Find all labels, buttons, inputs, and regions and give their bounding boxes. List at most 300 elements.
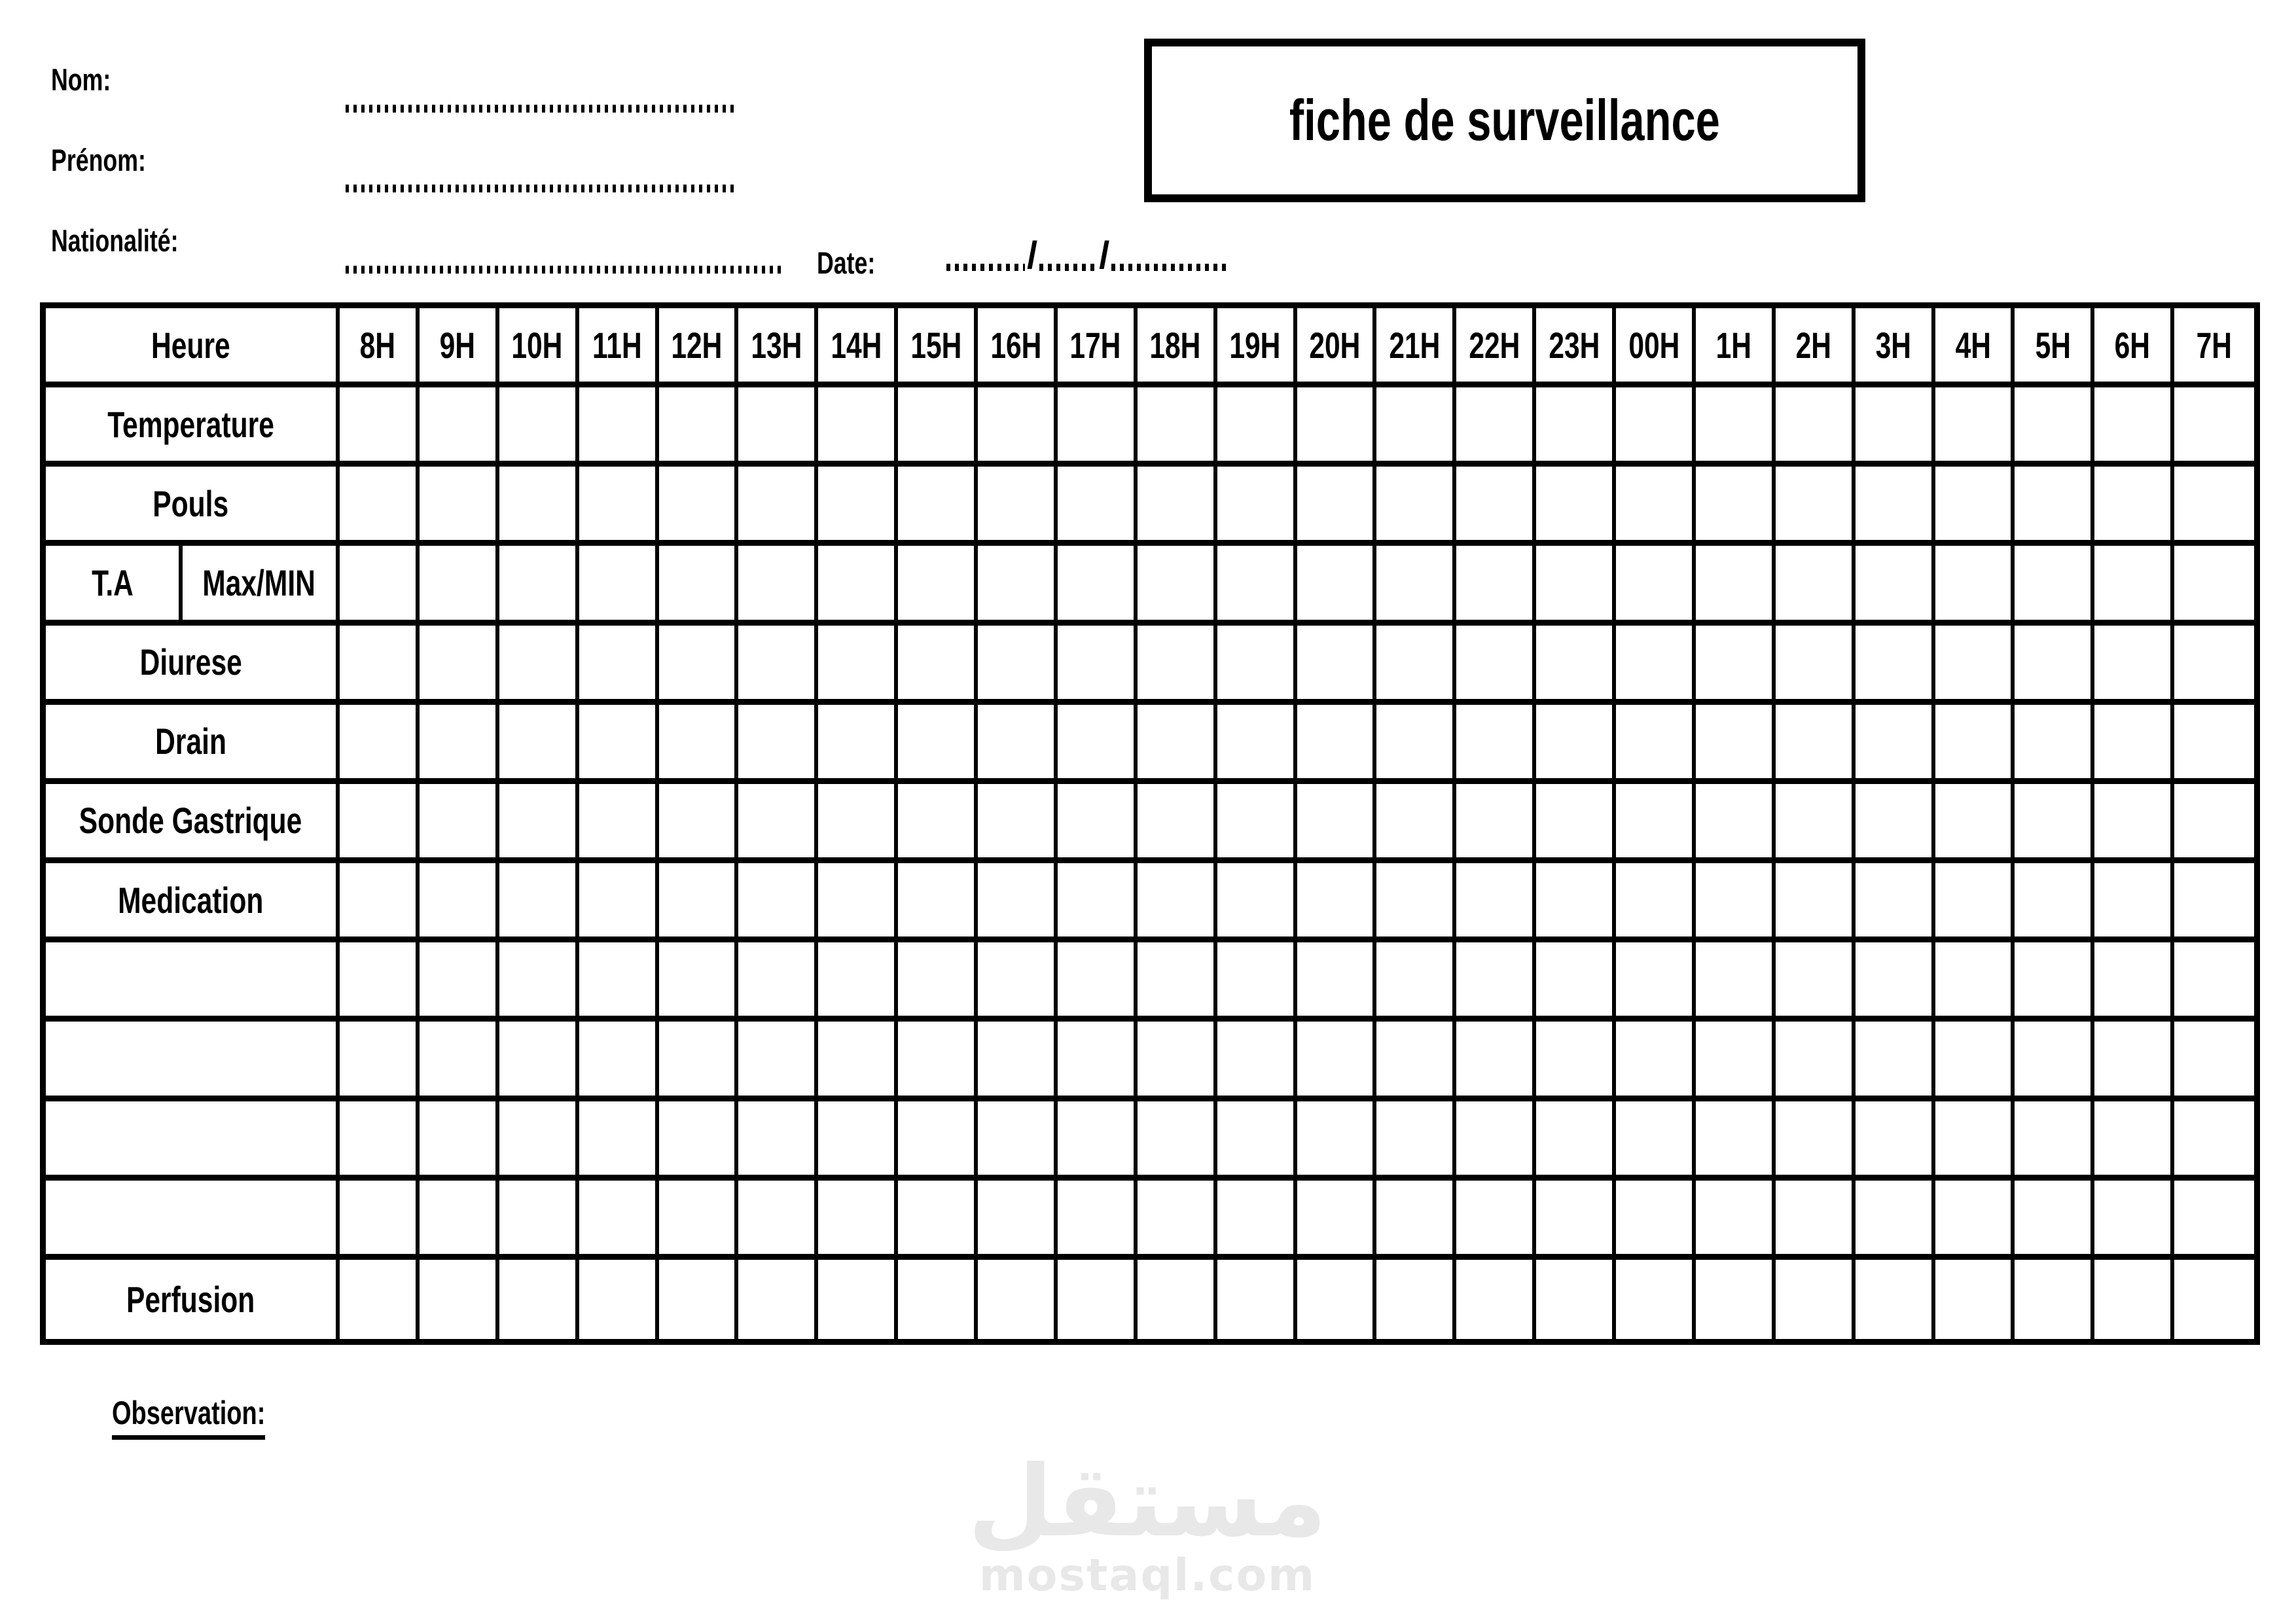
table-cell[interactable] xyxy=(2174,1022,2254,1095)
table-cell[interactable] xyxy=(1297,1260,1377,1339)
table-cell[interactable] xyxy=(1616,1181,1696,1254)
table-cell[interactable] xyxy=(659,863,739,936)
table-cell[interactable] xyxy=(978,1260,1058,1339)
table-cell[interactable] xyxy=(1376,626,1456,699)
table-cell[interactable] xyxy=(2174,942,2254,1016)
table-cell[interactable] xyxy=(2174,387,2254,461)
table-cell[interactable] xyxy=(818,863,898,936)
table-cell[interactable] xyxy=(2094,1101,2174,1175)
table-cell[interactable] xyxy=(1856,705,1935,778)
table-cell[interactable] xyxy=(659,1260,739,1339)
table-cell[interactable] xyxy=(1696,942,1776,1016)
table-cell[interactable] xyxy=(1217,1181,1297,1254)
prenom-field-line[interactable] xyxy=(346,185,734,192)
table-cell[interactable] xyxy=(1138,1101,1217,1175)
table-cell[interactable] xyxy=(1536,1260,1616,1339)
table-cell[interactable] xyxy=(1297,705,1377,778)
table-cell[interactable] xyxy=(659,1181,739,1254)
table-cell[interactable] xyxy=(738,863,818,936)
table-cell[interactable] xyxy=(1536,1022,1616,1095)
table-cell[interactable] xyxy=(1456,546,1536,619)
table-cell[interactable] xyxy=(659,546,739,619)
table-cell[interactable] xyxy=(340,387,420,461)
table-cell[interactable] xyxy=(499,784,579,857)
table-cell[interactable] xyxy=(1138,863,1217,936)
table-cell[interactable] xyxy=(1456,1181,1536,1254)
table-cell[interactable] xyxy=(1616,1101,1696,1175)
table-cell[interactable] xyxy=(340,1181,420,1254)
table-cell[interactable] xyxy=(1058,626,1138,699)
table-cell[interactable] xyxy=(1935,1260,2015,1339)
table-cell[interactable] xyxy=(1297,467,1377,540)
table-cell[interactable] xyxy=(1376,1260,1456,1339)
table-cell[interactable] xyxy=(1456,942,1536,1016)
table-cell[interactable] xyxy=(1616,863,1696,936)
table-cell[interactable] xyxy=(1696,863,1776,936)
table-cell[interactable] xyxy=(1856,942,1935,1016)
table-cell[interactable] xyxy=(1935,626,2015,699)
table-cell[interactable] xyxy=(2094,705,2174,778)
table-cell[interactable] xyxy=(1856,1022,1935,1095)
table-cell[interactable] xyxy=(898,467,978,540)
table-cell[interactable] xyxy=(340,1101,420,1175)
table-cell[interactable] xyxy=(1856,467,1935,540)
table-cell[interactable] xyxy=(499,705,579,778)
table-cell[interactable] xyxy=(898,1181,978,1254)
table-cell[interactable] xyxy=(2174,863,2254,936)
table-cell[interactable] xyxy=(2174,546,2254,619)
table-cell[interactable] xyxy=(1935,1181,2015,1254)
table-cell[interactable] xyxy=(2015,467,2094,540)
table-cell[interactable] xyxy=(818,546,898,619)
table-cell[interactable] xyxy=(898,784,978,857)
table-cell[interactable] xyxy=(978,942,1058,1016)
table-cell[interactable] xyxy=(1776,942,1856,1016)
table-cell[interactable] xyxy=(1138,467,1217,540)
table-cell[interactable] xyxy=(1935,1022,2015,1095)
table-cell[interactable] xyxy=(499,1101,579,1175)
table-cell[interactable] xyxy=(2094,784,2174,857)
table-cell[interactable] xyxy=(898,1260,978,1339)
table-cell[interactable] xyxy=(1696,387,1776,461)
table-cell[interactable] xyxy=(340,467,420,540)
table-cell[interactable] xyxy=(978,1022,1058,1095)
table-cell[interactable] xyxy=(1536,626,1616,699)
table-cell[interactable] xyxy=(818,626,898,699)
table-cell[interactable] xyxy=(1536,1181,1616,1254)
table-cell[interactable] xyxy=(1456,705,1536,778)
table-cell[interactable] xyxy=(1776,705,1856,778)
table-cell[interactable] xyxy=(1616,387,1696,461)
table-cell[interactable] xyxy=(340,784,420,857)
table-cell[interactable] xyxy=(1536,467,1616,540)
table-cell[interactable] xyxy=(1776,546,1856,619)
table-cell[interactable] xyxy=(1456,863,1536,936)
row-label-cell[interactable] xyxy=(46,1101,340,1175)
table-cell[interactable] xyxy=(2094,1022,2174,1095)
table-cell[interactable] xyxy=(1696,1181,1776,1254)
table-cell[interactable] xyxy=(579,467,659,540)
table-cell[interactable] xyxy=(2015,546,2094,619)
table-cell[interactable] xyxy=(420,1101,499,1175)
table-cell[interactable] xyxy=(1616,942,1696,1016)
table-cell[interactable] xyxy=(579,1101,659,1175)
table-cell[interactable] xyxy=(1217,1101,1297,1175)
table-cell[interactable] xyxy=(1696,546,1776,619)
table-cell[interactable] xyxy=(1616,1022,1696,1095)
table-cell[interactable] xyxy=(1297,1181,1377,1254)
table-cell[interactable] xyxy=(1776,1101,1856,1175)
date-year-line[interactable] xyxy=(1111,264,1229,271)
table-cell[interactable] xyxy=(1935,387,2015,461)
table-cell[interactable] xyxy=(1217,784,1297,857)
table-cell[interactable] xyxy=(1058,705,1138,778)
table-cell[interactable] xyxy=(579,942,659,1016)
table-cell[interactable] xyxy=(659,1022,739,1095)
table-cell[interactable] xyxy=(1776,1260,1856,1339)
table-cell[interactable] xyxy=(818,942,898,1016)
table-cell[interactable] xyxy=(1536,387,1616,461)
table-cell[interactable] xyxy=(2094,387,2174,461)
table-cell[interactable] xyxy=(2015,1101,2094,1175)
table-cell[interactable] xyxy=(579,784,659,857)
table-cell[interactable] xyxy=(1696,784,1776,857)
table-cell[interactable] xyxy=(1776,626,1856,699)
table-cell[interactable] xyxy=(1456,387,1536,461)
table-cell[interactable] xyxy=(818,705,898,778)
table-cell[interactable] xyxy=(659,942,739,1016)
table-cell[interactable] xyxy=(1776,1022,1856,1095)
table-cell[interactable] xyxy=(2015,784,2094,857)
table-cell[interactable] xyxy=(579,387,659,461)
table-cell[interactable] xyxy=(1696,1101,1776,1175)
table-cell[interactable] xyxy=(1376,467,1456,540)
table-cell[interactable] xyxy=(1935,1101,2015,1175)
table-cell[interactable] xyxy=(2174,784,2254,857)
table-cell[interactable] xyxy=(818,784,898,857)
date-day-line[interactable] xyxy=(946,264,1025,271)
table-cell[interactable] xyxy=(2015,1260,2094,1339)
table-cell[interactable] xyxy=(1935,467,2015,540)
table-cell[interactable] xyxy=(738,387,818,461)
table-cell[interactable] xyxy=(1456,784,1536,857)
table-cell[interactable] xyxy=(1376,705,1456,778)
table-cell[interactable] xyxy=(738,1022,818,1095)
table-cell[interactable] xyxy=(1456,1022,1536,1095)
table-cell[interactable] xyxy=(1376,784,1456,857)
table-cell[interactable] xyxy=(978,863,1058,936)
row-label-cell[interactable] xyxy=(46,942,340,1016)
table-cell[interactable] xyxy=(1856,1181,1935,1254)
nom-field-line[interactable] xyxy=(346,105,734,113)
table-cell[interactable] xyxy=(1058,1022,1138,1095)
table-cell[interactable] xyxy=(1616,626,1696,699)
table-cell[interactable] xyxy=(340,626,420,699)
table-cell[interactable] xyxy=(1138,705,1217,778)
table-cell[interactable] xyxy=(1138,942,1217,1016)
table-cell[interactable] xyxy=(1536,546,1616,619)
table-cell[interactable] xyxy=(1376,387,1456,461)
table-cell[interactable] xyxy=(1776,1181,1856,1254)
row-label-cell[interactable] xyxy=(46,1181,340,1254)
table-cell[interactable] xyxy=(1376,546,1456,619)
table-cell[interactable] xyxy=(1297,784,1377,857)
table-cell[interactable] xyxy=(340,546,420,619)
table-cell[interactable] xyxy=(1058,1181,1138,1254)
table-cell[interactable] xyxy=(1456,1101,1536,1175)
table-cell[interactable] xyxy=(499,1181,579,1254)
table-cell[interactable] xyxy=(2174,626,2254,699)
table-cell[interactable] xyxy=(738,626,818,699)
table-cell[interactable] xyxy=(420,1181,499,1254)
table-cell[interactable] xyxy=(1376,863,1456,936)
table-cell[interactable] xyxy=(2094,863,2174,936)
table-cell[interactable] xyxy=(2094,467,2174,540)
table-cell[interactable] xyxy=(579,546,659,619)
table-cell[interactable] xyxy=(1696,467,1776,540)
table-cell[interactable] xyxy=(420,863,499,936)
table-cell[interactable] xyxy=(818,467,898,540)
table-cell[interactable] xyxy=(2174,1181,2254,1254)
table-cell[interactable] xyxy=(1217,942,1297,1016)
table-cell[interactable] xyxy=(420,546,499,619)
table-cell[interactable] xyxy=(659,784,739,857)
table-cell[interactable] xyxy=(1856,546,1935,619)
table-cell[interactable] xyxy=(340,705,420,778)
table-cell[interactable] xyxy=(499,467,579,540)
table-cell[interactable] xyxy=(898,387,978,461)
table-cell[interactable] xyxy=(420,1260,499,1339)
table-cell[interactable] xyxy=(1456,467,1536,540)
table-cell[interactable] xyxy=(2015,1022,2094,1095)
table-cell[interactable] xyxy=(898,1022,978,1095)
table-cell[interactable] xyxy=(340,1260,420,1339)
table-cell[interactable] xyxy=(1297,863,1377,936)
table-cell[interactable] xyxy=(420,387,499,461)
table-cell[interactable] xyxy=(1935,546,2015,619)
table-cell[interactable] xyxy=(1696,1260,1776,1339)
table-cell[interactable] xyxy=(420,1022,499,1095)
table-cell[interactable] xyxy=(499,546,579,619)
table-cell[interactable] xyxy=(1217,546,1297,619)
table-cell[interactable] xyxy=(420,626,499,699)
table-cell[interactable] xyxy=(1217,626,1297,699)
table-cell[interactable] xyxy=(1536,863,1616,936)
table-cell[interactable] xyxy=(898,626,978,699)
table-cell[interactable] xyxy=(738,467,818,540)
table-cell[interactable] xyxy=(2094,942,2174,1016)
table-cell[interactable] xyxy=(2174,705,2254,778)
table-cell[interactable] xyxy=(340,1022,420,1095)
table-cell[interactable] xyxy=(579,1022,659,1095)
table-cell[interactable] xyxy=(1297,942,1377,1016)
table-cell[interactable] xyxy=(978,705,1058,778)
table-cell[interactable] xyxy=(1536,942,1616,1016)
table-cell[interactable] xyxy=(1616,546,1696,619)
table-cell[interactable] xyxy=(1456,1260,1536,1339)
table-cell[interactable] xyxy=(1616,705,1696,778)
table-cell[interactable] xyxy=(1616,467,1696,540)
table-cell[interactable] xyxy=(818,1260,898,1339)
date-month-line[interactable] xyxy=(1039,264,1097,271)
table-cell[interactable] xyxy=(1297,1022,1377,1095)
table-cell[interactable] xyxy=(978,784,1058,857)
date-field-line[interactable] xyxy=(946,236,1229,275)
table-cell[interactable] xyxy=(1376,1181,1456,1254)
table-cell[interactable] xyxy=(978,387,1058,461)
table-cell[interactable] xyxy=(1376,942,1456,1016)
table-cell[interactable] xyxy=(1776,387,1856,461)
table-cell[interactable] xyxy=(1856,387,1935,461)
table-cell[interactable] xyxy=(1058,546,1138,619)
table-cell[interactable] xyxy=(1058,784,1138,857)
table-cell[interactable] xyxy=(1297,546,1377,619)
table-cell[interactable] xyxy=(1138,546,1217,619)
table-cell[interactable] xyxy=(978,1101,1058,1175)
table-cell[interactable] xyxy=(1536,784,1616,857)
table-cell[interactable] xyxy=(1058,863,1138,936)
table-cell[interactable] xyxy=(2015,942,2094,1016)
table-cell[interactable] xyxy=(1138,387,1217,461)
table-cell[interactable] xyxy=(1297,387,1377,461)
table-cell[interactable] xyxy=(2174,1101,2254,1175)
table-cell[interactable] xyxy=(2094,626,2174,699)
table-cell[interactable] xyxy=(420,705,499,778)
table-cell[interactable] xyxy=(2015,626,2094,699)
table-cell[interactable] xyxy=(1776,863,1856,936)
table-cell[interactable] xyxy=(1138,784,1217,857)
table-cell[interactable] xyxy=(579,1181,659,1254)
table-cell[interactable] xyxy=(2015,863,2094,936)
table-cell[interactable] xyxy=(420,942,499,1016)
table-cell[interactable] xyxy=(659,1101,739,1175)
table-cell[interactable] xyxy=(1138,1022,1217,1095)
table-cell[interactable] xyxy=(978,626,1058,699)
table-cell[interactable] xyxy=(738,705,818,778)
table-cell[interactable] xyxy=(1856,1101,1935,1175)
row-label-cell[interactable] xyxy=(46,1022,340,1095)
table-cell[interactable] xyxy=(1935,784,2015,857)
table-cell[interactable] xyxy=(898,942,978,1016)
table-cell[interactable] xyxy=(978,1181,1058,1254)
table-cell[interactable] xyxy=(1935,942,2015,1016)
table-cell[interactable] xyxy=(1058,1260,1138,1339)
table-cell[interactable] xyxy=(1856,626,1935,699)
table-cell[interactable] xyxy=(1058,1101,1138,1175)
table-cell[interactable] xyxy=(1217,387,1297,461)
table-cell[interactable] xyxy=(2174,467,2254,540)
table-cell[interactable] xyxy=(738,1101,818,1175)
table-cell[interactable] xyxy=(1935,705,2015,778)
table-cell[interactable] xyxy=(1696,626,1776,699)
nationalite-field-line[interactable] xyxy=(346,266,783,274)
table-cell[interactable] xyxy=(1297,1101,1377,1175)
table-cell[interactable] xyxy=(978,467,1058,540)
table-cell[interactable] xyxy=(898,705,978,778)
table-cell[interactable] xyxy=(1856,863,1935,936)
table-cell[interactable] xyxy=(499,863,579,936)
table-cell[interactable] xyxy=(818,387,898,461)
table-cell[interactable] xyxy=(659,467,739,540)
table-cell[interactable] xyxy=(2015,1181,2094,1254)
table-cell[interactable] xyxy=(1138,626,1217,699)
table-cell[interactable] xyxy=(1217,1022,1297,1095)
table-cell[interactable] xyxy=(2174,1260,2254,1339)
table-cell[interactable] xyxy=(978,546,1058,619)
table-cell[interactable] xyxy=(420,784,499,857)
table-cell[interactable] xyxy=(340,863,420,936)
table-cell[interactable] xyxy=(2015,705,2094,778)
table-cell[interactable] xyxy=(499,626,579,699)
table-cell[interactable] xyxy=(579,705,659,778)
table-cell[interactable] xyxy=(738,784,818,857)
table-cell[interactable] xyxy=(738,1181,818,1254)
table-cell[interactable] xyxy=(2094,1260,2174,1339)
table-cell[interactable] xyxy=(738,942,818,1016)
table-cell[interactable] xyxy=(818,1101,898,1175)
table-cell[interactable] xyxy=(1217,467,1297,540)
table-cell[interactable] xyxy=(1776,784,1856,857)
table-cell[interactable] xyxy=(1217,705,1297,778)
table-cell[interactable] xyxy=(1616,1260,1696,1339)
table-cell[interactable] xyxy=(1536,1101,1616,1175)
table-cell[interactable] xyxy=(2094,1181,2174,1254)
table-cell[interactable] xyxy=(818,1181,898,1254)
table-cell[interactable] xyxy=(1376,1101,1456,1175)
table-cell[interactable] xyxy=(1217,863,1297,936)
table-cell[interactable] xyxy=(898,863,978,936)
table-cell[interactable] xyxy=(738,1260,818,1339)
table-cell[interactable] xyxy=(579,1260,659,1339)
table-cell[interactable] xyxy=(1376,1022,1456,1095)
table-cell[interactable] xyxy=(1536,705,1616,778)
table-cell[interactable] xyxy=(1456,626,1536,699)
table-cell[interactable] xyxy=(1856,1260,1935,1339)
table-cell[interactable] xyxy=(1616,784,1696,857)
table-cell[interactable] xyxy=(659,387,739,461)
table-cell[interactable] xyxy=(420,467,499,540)
table-cell[interactable] xyxy=(499,1260,579,1339)
table-cell[interactable] xyxy=(659,626,739,699)
table-cell[interactable] xyxy=(659,705,739,778)
table-cell[interactable] xyxy=(1058,387,1138,461)
table-cell[interactable] xyxy=(1297,626,1377,699)
table-cell[interactable] xyxy=(499,942,579,1016)
table-cell[interactable] xyxy=(898,1101,978,1175)
table-cell[interactable] xyxy=(1776,467,1856,540)
table-cell[interactable] xyxy=(2015,387,2094,461)
table-cell[interactable] xyxy=(1058,942,1138,1016)
table-cell[interactable] xyxy=(1138,1260,1217,1339)
table-cell[interactable] xyxy=(579,626,659,699)
table-cell[interactable] xyxy=(1935,863,2015,936)
row-pouls xyxy=(46,467,2254,546)
table-cell[interactable] xyxy=(340,942,420,1016)
table-cell[interactable] xyxy=(579,863,659,936)
table-cell[interactable] xyxy=(1217,1260,1297,1339)
table-cell[interactable] xyxy=(1696,705,1776,778)
table-cell[interactable] xyxy=(2094,546,2174,619)
table-cell[interactable] xyxy=(1138,1181,1217,1254)
table-cell[interactable] xyxy=(499,387,579,461)
table-cell[interactable] xyxy=(738,546,818,619)
table-cell[interactable] xyxy=(1696,1022,1776,1095)
table-cell[interactable] xyxy=(499,1022,579,1095)
table-cell[interactable] xyxy=(898,546,978,619)
table-cell[interactable] xyxy=(1058,467,1138,540)
table-cell[interactable] xyxy=(818,1022,898,1095)
table-cell[interactable] xyxy=(1856,784,1935,857)
